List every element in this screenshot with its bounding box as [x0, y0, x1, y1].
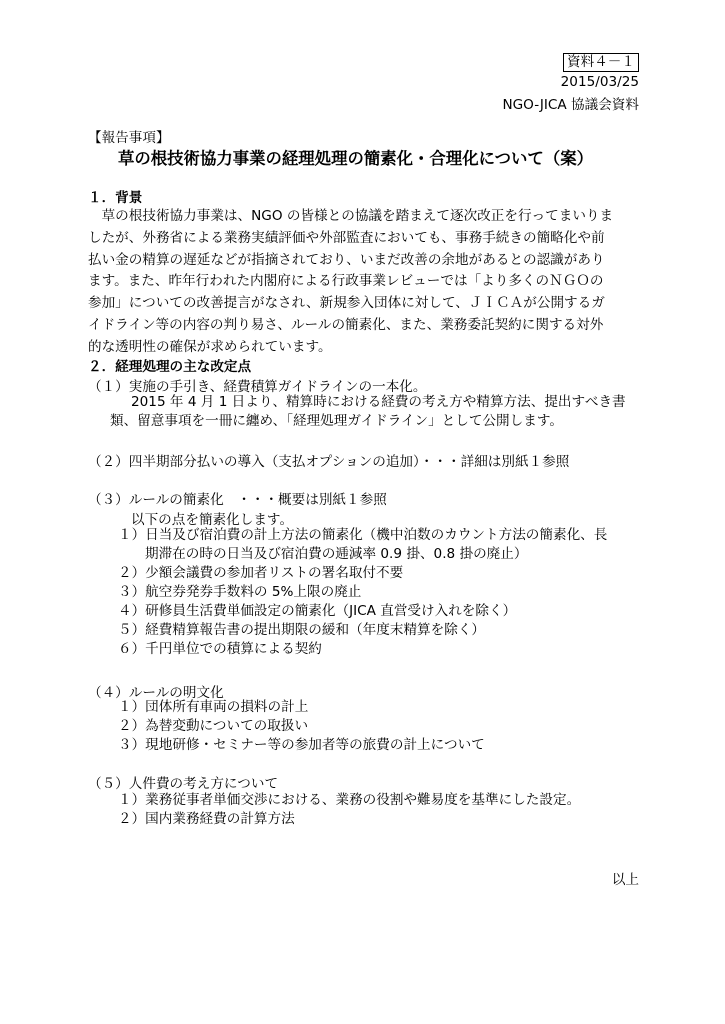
list-item: ６）千円単位での積算による契約: [118, 641, 322, 657]
list-item: ５）経費精算報告書の提出期限の緩和（年度末精算を除く）: [118, 622, 486, 638]
list-item: １）団体所有車両の損料の計上: [118, 699, 309, 715]
paragraph-line: イドライン等の内容の判り易さ、ルールの簡素化、また、業務委託契約に関する対外: [88, 316, 604, 333]
list-item: 期滞在の時の日当及び宿泊費の逓減率 0.9 掛、0.8 掛の廃止）: [145, 546, 528, 562]
item-3-intro: 以下の点を簡素化します。: [131, 512, 294, 528]
list-item: １）業務従事者単価交渉における、業務の役割や難易度を基準にした設定。: [118, 792, 581, 808]
list-item: ２）少額会議費の参加者リストの署名取付不要: [118, 565, 404, 581]
section-heading-background: １．背景: [88, 190, 143, 206]
item-4-label: （４）ルールの明文化: [88, 685, 224, 701]
item-5-sub-list: [118, 791, 580, 829]
paragraph-line: ます。また、昨年行われた内閣府による行政事業レビューでは「より多くのＮＧＯの: [88, 273, 604, 290]
list-item: ３）航空券発券手数料の 5%上限の廃止: [118, 584, 362, 600]
section-heading-revisions: ２．経理処理の主な改定点: [88, 359, 252, 375]
item-3-label: （３）ルールの簡素化 ・・・概要は別紙１参照: [88, 492, 387, 508]
list-item: ４）研修員生活費単価設定の簡素化（JICA 直営受け入れを除く）: [118, 603, 517, 619]
paragraph-line: したが、外務省による業務実績評価や外部監査においても、事務手続きの簡略化や前: [88, 229, 605, 246]
item-1-label: （１）実施の手引き、経費積算ガイドラインの一本化。: [88, 379, 427, 395]
item-2-label: （２）四半期部分払いの導入（支払オプションの追加）・・・詳細は別紙１参照: [88, 454, 570, 470]
page-title: 草の根技術協力事業の経理処理の簡素化・合理化について（案）: [118, 149, 593, 168]
list-item: １）日当及び宿泊費の計上方法の簡素化（機中泊数のカウント方法の簡素化、長: [118, 527, 608, 543]
list-item: ２）国内業務経費の計算方法: [118, 811, 295, 827]
background-paragraph: [88, 206, 613, 359]
item-1-body-line: 2015 年 4 月 1 日より、精算時における経費の考え方や精算方法、提出すべき書: [131, 394, 626, 410]
closing-mark: 以上: [611, 872, 639, 888]
list-item: ２）為替変動についての取扱い: [118, 718, 309, 734]
item-4-sub-list: [118, 698, 485, 755]
item-1-body-line: 類、留意事項を一冊に纏め、「経理処理ガイドライン」として公開します。: [110, 413, 563, 429]
paragraph-line: 的な透明性の確保が求められています。: [88, 338, 332, 355]
report-category: 【報告事項】: [88, 130, 170, 146]
paragraph-line: 参加」についての改善提言がなされ、新規参入団体に対して、ＪＩＣＡが公開するガ: [88, 295, 605, 312]
paragraph-line: 払い金の精算の遅延などが指摘されており、いまだ改善の余地があるとの認識があり: [88, 251, 605, 268]
item-5-label: （５）人件費の考え方について: [88, 776, 279, 792]
document-date: 2015/03/25: [560, 74, 639, 90]
list-item: ３）現地研修・セミナー等の参加者等の旅費の計上について: [118, 737, 485, 753]
paragraph-line: 草の根技術協力事業は、NGO の皆様との協議を踏まえて逐次改正を行ってまいりま: [88, 208, 614, 224]
item-3-sub-list: [118, 526, 607, 659]
document-id-box: 資料４－１: [563, 53, 639, 72]
document-source: NGO-JICA 協議会資料: [502, 97, 639, 113]
